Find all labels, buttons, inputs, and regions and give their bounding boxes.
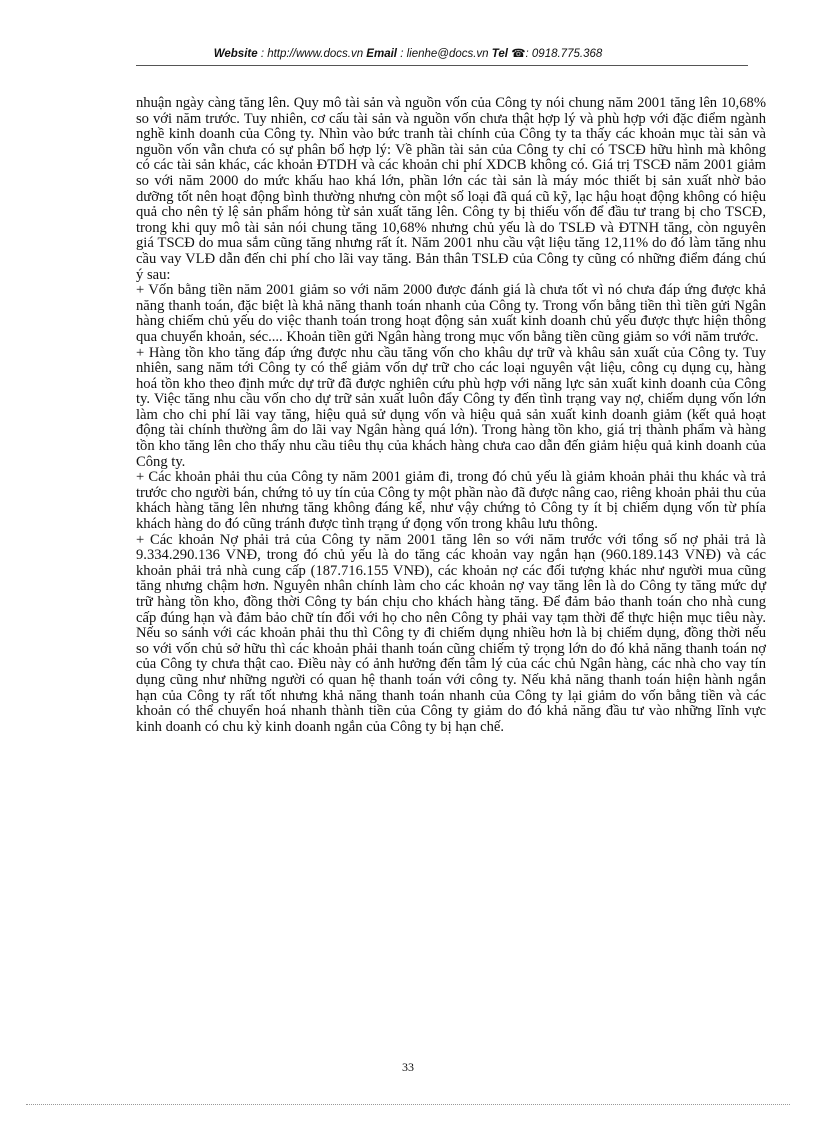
paragraph-5: + Các khoản Nợ phải trả của Công ty năm 2001 tăng lên so với năm trước với tổng số nợ phải trả là 9.334.290.136 VNĐ, trong đó chủ yếu là do tăng các khoản vay ngắn hạn (960.189.143 VNĐ) và các khoản phải trả nhà cung cấp (187.716.155 VNĐ), các khoản nợ các đối tượng khác như người mua cũng tăng nhưng chậm hơn. Nguyên nhân chính làm cho các khoản nợ vay tăng lên là do Công ty tăng mức dự trữ hàng tồn kho, đồng thời Công ty bán chịu cho khách hàng tăng. Để đảm bảo thanh toán cho nhà cung cấp đúng hạn và đảm bảo chữ tín đối với họ cho nên Công ty phải vay tạm thời để thực hiện mục tiêu này. Nếu so sánh với các khoản phải thu thì Công ty đi chiếm dụng nhiều hơn là bị chiếm dụng, đồng thời nếu so với vốn chủ sở hữu thì các khoản phải thanh toán cũng chiếm tỷ trọng lớn do đó khả năng thanh toán nợ của Công ty chưa thật cao. Điều này có ảnh hưởng đến tâm lý của các chủ Ngân hàng, các nhà cho vay tín dụng cũng như những người có quan hệ thanh toán với công ty. Nếu khả năng thanh toán hiện hành ngắn hạn của Công ty rất tốt nhưng khả năng thanh toán nhanh của Công ty lại giảm do vốn bằng tiền và các khoản có thể chuyển hoá nhanh thành tiền của Công ty giảm do đó khả năng đầu tư vào những lĩnh vực kinh doanh có chu kỳ kinh doanh ngắn của Công ty bị hạn chế. bbox=[136, 531, 766, 735]
tel-value: : 0918.775.368 bbox=[525, 48, 603, 60]
document-body bbox=[136, 96, 766, 735]
paragraph-3: + Hàng tồn kho tăng đáp ứng được nhu cầu tăng vốn cho khâu dự trữ và khâu sản xuất của Công ty. Tuy nhiên, sang năm tới Công ty có thể giảm vốn dự trữ cho các loại nguyên vật liệu, công cụ dụng cụ, hàng hoá tồn kho theo định mức dự trữ đã được nghiên cứu phù hợp với năng lực sản xuất kinh doanh của Công ty. Việc tăng nhu cầu vốn cho dự trữ sản xuất luôn đẩy Công ty đến tình trạng vay nợ, chiếm dụng vốn lớn làm cho chi phí lãi vay tăng, hiệu quả sử dụng vốn và hiệu quả sản xuất kinh doanh giảm (kết quả hoạt động tài chính thường âm do lãi vay Ngân hàng quá lớn). Trong hàng tồn kho, giá trị thành phẩm và hàng tồn kho tăng lên cho thấy nhu cầu tiêu thụ của khách hàng chưa cao dẫn đến giảm hiệu quả kinh doanh của Công ty. bbox=[136, 344, 766, 470]
footer-rule bbox=[26, 1104, 790, 1105]
paragraph-2: + Vốn bằng tiền năm 2001 giảm so với năm 2000 được đánh giá là chưa tốt vì nó chưa đáp ứng được khả năng thanh toán, đặc biệt là khả năng thanh toán nhanh của Công ty. Trong vốn bằng tiền thì tiền gửi Ngân hàng chiếm chủ yếu do việc thanh toán trong hoạt động sản xuất kinh doanh chủ yếu được thực hiện thông qua chuyển khoản, séc.... Khoản tiền gửi Ngân hàng trong mục vốn bằng tiền cũng giảm so với năm trước. bbox=[136, 282, 766, 345]
email-label: Email bbox=[366, 48, 397, 60]
page-header bbox=[0, 46, 816, 60]
phone-icon: ☎ bbox=[511, 48, 526, 60]
website-value: : http://www.docs.vn bbox=[260, 48, 364, 60]
page-number: 33 bbox=[402, 1060, 414, 1074]
paragraph-1: nhuận ngày càng tăng lên. Quy mô tài sản và nguồn vốn của Công ty nói chung năm 2001 tăng lên 10,68% so với năm trước. Tuy nhiên, cơ cấu tài sản và nguồn vốn chưa thật hợp lý và phù hợp với đặc điểm ngành nghề kinh doanh của Công ty. Nhìn vào bức tranh tài chính của Công ty ta thấy các khoản mục tài sản và nguồn vốn vẫn chưa có sự phân bổ hợp lý: Về phần tài sản của Công ty chỉ có TSCĐ hữu hình mà không có các tài sản khác, các khoản ĐTDH và các khoản chi phí XDCB không có. Giá trị TSCĐ năm 2001 giảm so với năm 2000 do mức khấu hao khá lớn, phần lớn các tài sản là máy móc thiết bị sản xuất nhờ bảo dưỡng tốt nên hoạt động bình thường nhưng còn một số loại đã quá cũ kỹ, lạc hậu hoạt động không có hiệu quả cho nên tỷ lệ sản phẩm hỏng từ sản xuất tăng lên. Công ty bị thiếu vốn để đầu tư trang bị cho TSCĐ, trong khi quy mô tài sản nói chung tăng 10,68% nhưng chủ yếu là do TSLĐ và ĐTNH tăng, còn nguyên giá TSCĐ do mua sắm cũng tăng nhưng rất ít. Năm 2001 nhu cầu vật liệu tăng 12,11% do đó làm tăng nhu cầu vay VLĐ dẫn đến chi phí cho lãi vay tăng. Bản thân TSLĐ của Công ty cũng có những điểm đáng chú ý sau: bbox=[136, 95, 766, 283]
paragraph-4: + Các khoản phải thu của Công ty năm 2001 giảm đi, trong đó chủ yếu là giảm khoản phải thu khác và trả trước cho người bán, chứng tỏ uy tín của Công ty một phần nào đã được nâng cao, riêng khoản phải thu của khách hàng tăng lên nhưng tăng không đáng kể, như vậy chứng tỏ Công ty ít bị chiếm dụng vốn từ phía khách hàng do đó cũng tránh được tình trạng ứ đọng vốn trong khâu lưu thông. bbox=[136, 469, 766, 533]
header-rule bbox=[136, 65, 748, 66]
tel-label: Tel bbox=[491, 48, 508, 60]
website-label: Website bbox=[213, 48, 258, 60]
email-value: : lienhe@docs.vn bbox=[400, 48, 489, 60]
